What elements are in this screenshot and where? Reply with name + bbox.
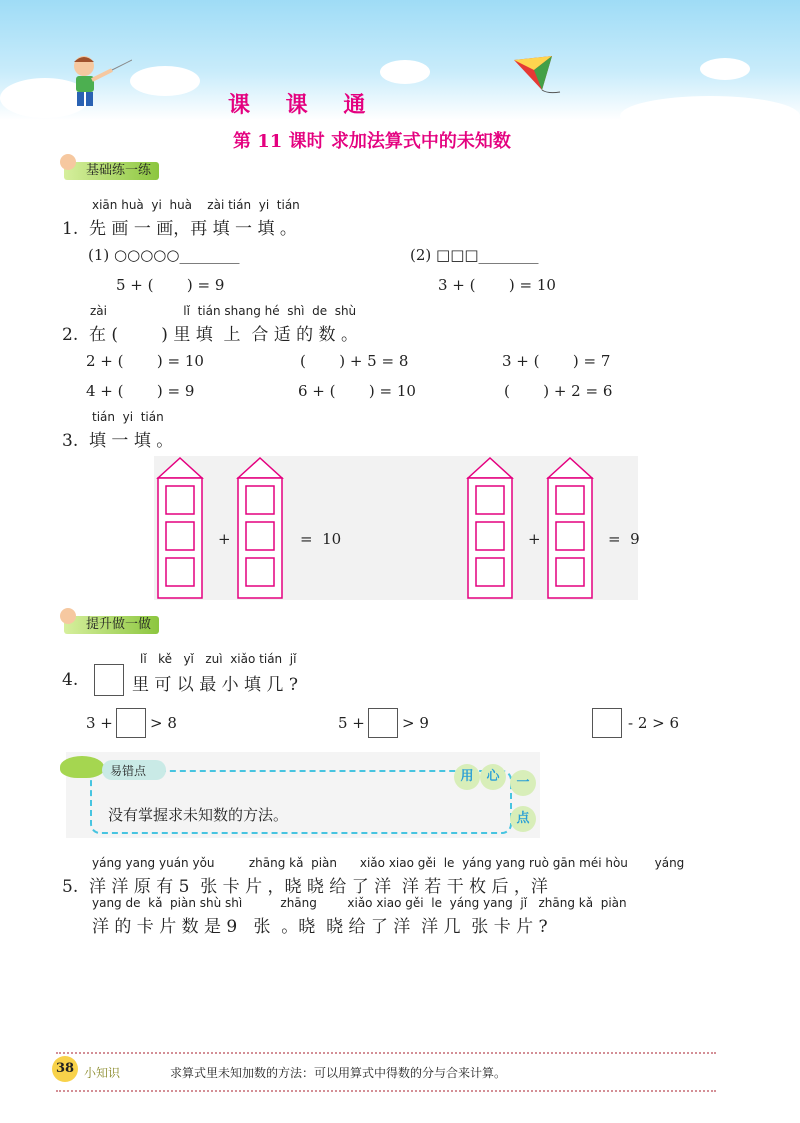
side-char: 心: [480, 764, 506, 790]
q5-pinyin-line2: yang de kǎ piàn shù shì zhāng xiǎo xiao gěi le yáng yang jǐ zhāng kǎ piàn: [92, 896, 627, 910]
q3-pinyin: tián yi tián: [92, 410, 164, 424]
q2-pinyin: zài lǐ tián shang hé shì de shù: [90, 304, 357, 318]
bird-icon: [60, 756, 104, 778]
q1-text: 1. 先 画 一 画，再 填 一 填 。: [62, 219, 297, 239]
q4-number: 4.: [62, 670, 79, 690]
q4-b-prefix: 5 +: [338, 714, 365, 732]
cloud-decoration: [700, 58, 750, 80]
q1-part1-equation: 5 + ( ) = 9: [116, 276, 225, 294]
q2-equation: 2 + ( ) = 10: [86, 352, 204, 370]
q4-text: 里 可 以 最 小 填 几 ?: [132, 675, 298, 695]
page-number-badge: [52, 1056, 78, 1082]
q2-equation: ( ) + 2 = 6: [504, 382, 613, 400]
mascot-icon: [60, 608, 76, 624]
cloud-decoration: [380, 60, 430, 84]
mascot-icon: [60, 154, 76, 170]
q1-part2-equation: 3 + ( ) = 10: [438, 276, 556, 294]
page-number: 38: [55, 1061, 75, 1076]
house-diagram: [154, 456, 638, 600]
q1-part1-label: (1) ○○○○○________: [88, 246, 240, 264]
q1-part2-label: (2) □□□________: [410, 246, 539, 264]
error-tip-text: 没有掌握求未知数的方法。: [108, 806, 289, 824]
side-char: 用: [454, 764, 480, 790]
q4-pinyin: lǐ kě yǐ zuì xiǎo tián jǐ: [140, 652, 297, 666]
q3-right-equals: = 9: [608, 530, 640, 548]
q5-line2: 洋 的 卡 片 数 是 9 张 。晓 晓 给 了 洋 洋 几 张 卡 片 ?: [92, 917, 548, 937]
section-tag-label: 基础练一练: [86, 163, 152, 178]
section-tag-advanced: [64, 616, 159, 634]
boy-illustration: [62, 52, 132, 108]
q4-b-suffix: > 9: [402, 714, 429, 732]
q5-pinyin-line1: yáng yang yuán yǒu zhāng kǎ piàn xiǎo xiao gěi le yáng yang ruò gān méi hòu yáng: [92, 856, 685, 870]
error-tip-label: 易错点: [110, 764, 147, 778]
side-char: 一: [510, 770, 536, 796]
q5-line1: 5. 洋 洋 原 有 5 张 卡 片 ，晓 晓 给 了 洋 洋 若 干 枚 后 ，洋: [62, 877, 548, 897]
q2-equation: 4 + ( ) = 9: [86, 382, 195, 400]
q4-a-prefix: 3 +: [86, 714, 113, 732]
q4-c-suffix: - 2 > 6: [628, 714, 680, 732]
answer-box[interactable]: [368, 708, 398, 738]
answer-box[interactable]: [116, 708, 146, 738]
footer-text: 求算式里未知加数的方法：可以用算式中得数的分与合来计算。: [170, 1066, 507, 1080]
section-tag-label: 提升做一做: [86, 617, 152, 632]
lesson-title: 第 11 课时 求加法算式中的未知数: [233, 131, 511, 152]
brand-title: 课 课 通: [228, 93, 380, 118]
footer-label: 小知识: [84, 1066, 121, 1080]
side-char: 点: [510, 806, 536, 832]
answer-box[interactable]: [592, 708, 622, 738]
q2-equation: 6 + ( ) = 10: [298, 382, 416, 400]
q3-left-equals: = 10: [300, 530, 342, 548]
q2-equation: ( ) + 5 = 8: [300, 352, 409, 370]
section-tag-basic: [64, 162, 159, 180]
cloud-decoration: [620, 96, 800, 136]
answer-box[interactable]: [94, 664, 124, 696]
q3-text: 3. 填 一 填 。: [62, 431, 174, 451]
q3-right-plus: +: [528, 530, 541, 548]
cloud-decoration: [130, 66, 200, 96]
q1-pinyin: xiān huà yi huà zài tián yi tián: [92, 198, 300, 212]
kite-illustration: [512, 54, 562, 94]
q3-left-plus: +: [218, 530, 231, 548]
q2-equation: 3 + ( ) = 7: [502, 352, 611, 370]
q2-text: 2. 在 ( ) 里 填 上 合 适 的 数 。: [62, 325, 358, 345]
q4-a-suffix: > 8: [150, 714, 177, 732]
